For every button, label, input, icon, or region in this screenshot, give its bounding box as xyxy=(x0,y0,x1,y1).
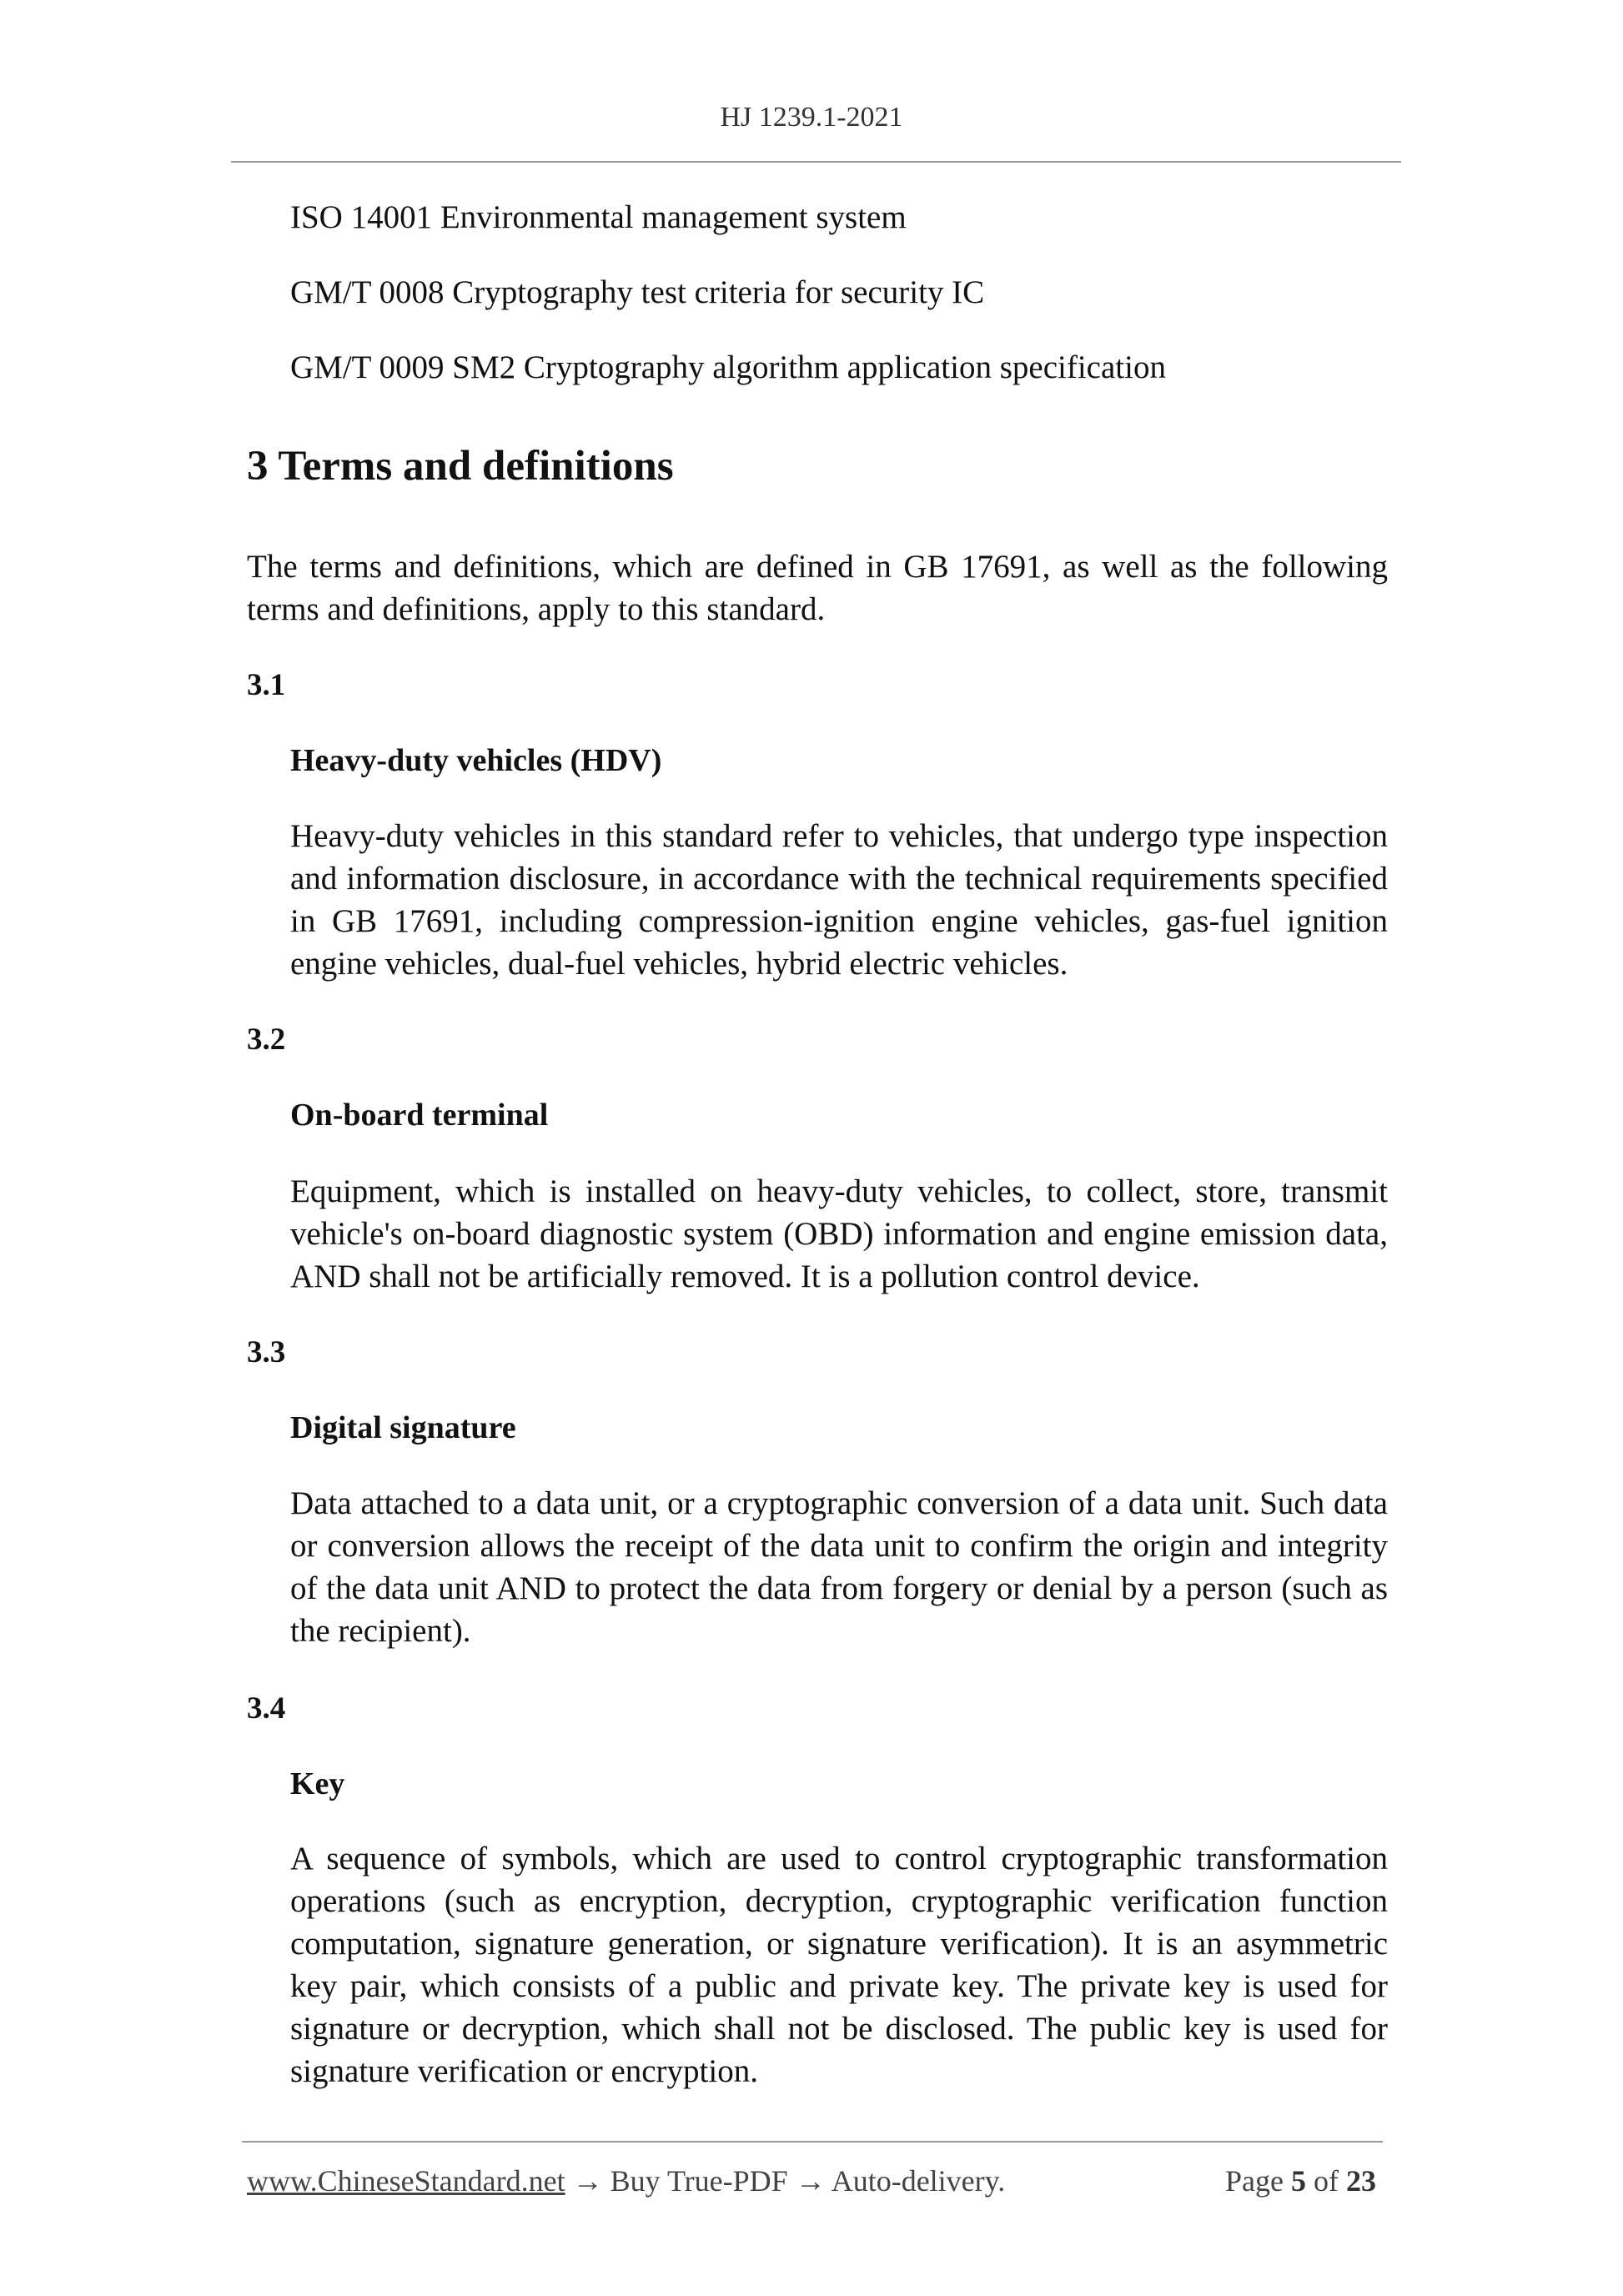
term-number: 3.1 xyxy=(247,668,286,702)
term-number: 3.2 xyxy=(247,1022,286,1057)
reference-item-iso14001: ISO 14001 Environmental management system xyxy=(290,199,907,235)
page-header: HJ 1239.1-2021 xyxy=(720,102,903,133)
of-label: of xyxy=(1314,2164,1339,2198)
page-label: Page xyxy=(1225,2164,1284,2198)
auto-delivery-text: Auto-delivery. xyxy=(831,2164,1006,2198)
term-number: 3.4 xyxy=(247,1691,286,1726)
term-definition: Equipment, which is installed on heavy-duty vehicles, to collect, store, transmit vehicle's on-board diagnostic system (OBD) information and engine emission data, AND shall not be artificially removed. It is a pollution control device. xyxy=(290,1173,1388,1294)
term-title: On-board terminal xyxy=(290,1098,549,1133)
header-divider xyxy=(231,161,1401,163)
term-definition: A sequence of symbols, which are used to control cryptographic transformation operations (such as encryption, decryption, cryptographic verification function computation, signature generation, or signature verification). It is an asymmetric key pair, which consists of a public and private key. The private key is used for signature or decryption, which shall not be disclosed. The public key is used for signature verification or encryption. xyxy=(290,1841,1388,2089)
reference-item-gmt0009: GM/T 0009 SM2 Cryptography algorithm application specification xyxy=(290,349,1166,385)
page-indicator xyxy=(1225,2163,1376,2198)
term-definition: Heavy-duty vehicles in this standard refer to vehicles, that undergo type inspection and information disclosure, in accordance with the technical requirements specified in GB 17691, including compression-ignition engine vehicles, gas-fuel ignition engine vehicles, dual-fuel vehicles, hybrid electric vehicles. xyxy=(290,818,1388,982)
page-footer xyxy=(247,2163,1005,2198)
term-definition: Data attached to a data unit, or a cryptographic conversion of a data unit. Such data or conversion allows the receipt of the data unit to confirm the origin and integrity of the data unit AND to protect the data from forgery or denial by a person (such as the recipient). xyxy=(290,1485,1388,1649)
page-number: 5 xyxy=(1291,2164,1306,2198)
term-title: Heavy-duty vehicles (HDV) xyxy=(290,743,662,778)
site-link[interactable]: www.ChineseStandard.net xyxy=(247,2164,565,2198)
section-intro: The terms and definitions, which are defined in GB 17691, as well as the following terms and definitions, apply to this standard. xyxy=(247,549,1388,627)
buy-true-pdf-text: Buy True-PDF xyxy=(610,2164,788,2198)
arrow-right-icon: → xyxy=(572,2164,603,2198)
arrow-right-icon: → xyxy=(795,2164,826,2198)
reference-item-gmt0008: GM/T 0008 Cryptography test criteria for security IC xyxy=(290,274,985,310)
section-heading: 3 Terms and definitions xyxy=(247,443,674,490)
term-title: Key xyxy=(290,1766,345,1801)
term-title: Digital signature xyxy=(290,1410,516,1445)
term-number: 3.3 xyxy=(247,1335,286,1369)
footer-divider xyxy=(242,2141,1383,2143)
total-pages: 23 xyxy=(1346,2164,1376,2198)
